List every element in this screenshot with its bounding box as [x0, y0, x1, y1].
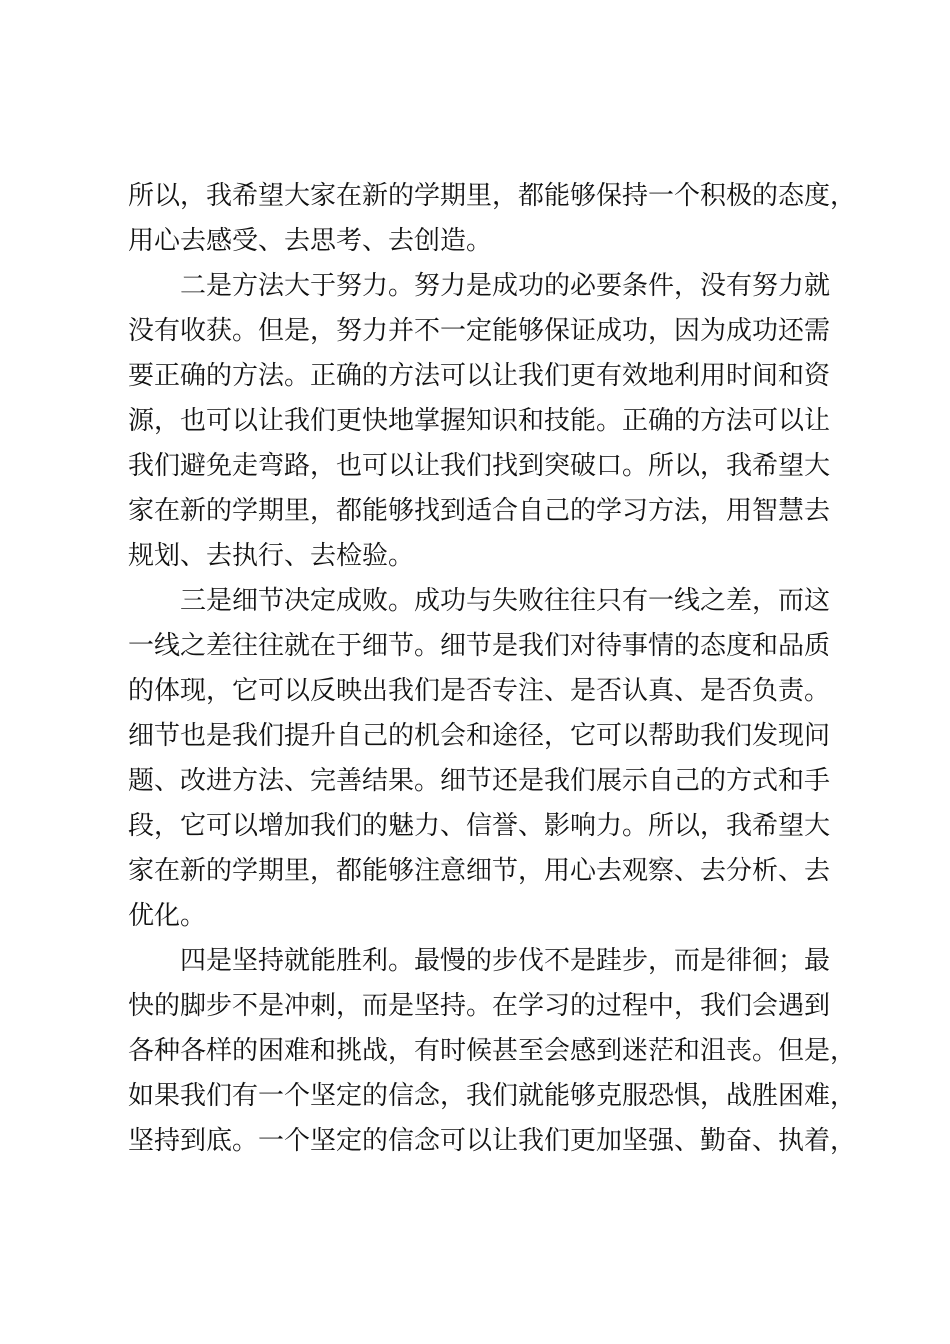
- text-line: 段，它可以增加我们的魅力、信誉、影响力。所以，我希望大: [128, 811, 831, 841]
- text-line: 细节也是我们提升自己的机会和途径，它可以帮助我们发现问: [128, 721, 831, 751]
- text-line: 我们避免走弯路，也可以让我们找到突破口。所以，我希望大: [128, 451, 831, 481]
- text-line: 所以，我希望大家在新的学期里，都能够保持一个积极的态度，: [128, 181, 857, 211]
- text-line: 要正确的方法。正确的方法可以让我们更有效地利用时间和资: [128, 361, 831, 391]
- text-line: 家在新的学期里，都能够找到适合自己的学习方法，用智慧去: [128, 496, 831, 526]
- text-line: 用心去感受、去思考、去创造。: [128, 226, 493, 256]
- paragraph-start-line: 二是方法大于努力。努力是成功的必要条件，没有努力就: [180, 271, 831, 301]
- text-line: 没有收获。但是，努力并不一定能够保证成功，因为成功还需: [128, 316, 831, 346]
- text-line: 规划、去执行、去检验。: [128, 541, 415, 571]
- text-line: 快的脚步不是冲刺，而是坚持。在学习的过程中，我们会遇到: [128, 991, 831, 1021]
- text-line: 优化。: [128, 901, 207, 931]
- paragraph-start-line: 三是细节决定成败。成功与失败往往只有一线之差，而这: [180, 586, 831, 616]
- text-line: 坚持到底。一个坚定的信念可以让我们更加坚强、勤奋、执着，: [128, 1126, 857, 1156]
- paragraph-start-line: 四是坚持就能胜利。最慢的步伐不是跬步，而是徘徊；最: [180, 946, 831, 976]
- text-line: 源，也可以让我们更快地掌握知识和技能。正确的方法可以让: [128, 406, 831, 436]
- text-line: 一线之差往往就在于细节。细节是我们对待事情的态度和品质: [128, 631, 831, 661]
- text-line: 题、改进方法、完善结果。细节还是我们展示自己的方式和手: [128, 766, 831, 796]
- document-body: [128, 174, 857, 1164]
- text-line: 如果我们有一个坚定的信念，我们就能够克服恐惧，战胜困难，: [128, 1081, 857, 1111]
- text-line: 各种各样的困难和挑战，有时候甚至会感到迷茫和沮丧。但是，: [128, 1036, 857, 1066]
- text-line: 家在新的学期里，都能够注意细节，用心去观察、去分析、去: [128, 856, 831, 886]
- text-line: 的体现，它可以反映出我们是否专注、是否认真、是否负责。: [128, 676, 831, 706]
